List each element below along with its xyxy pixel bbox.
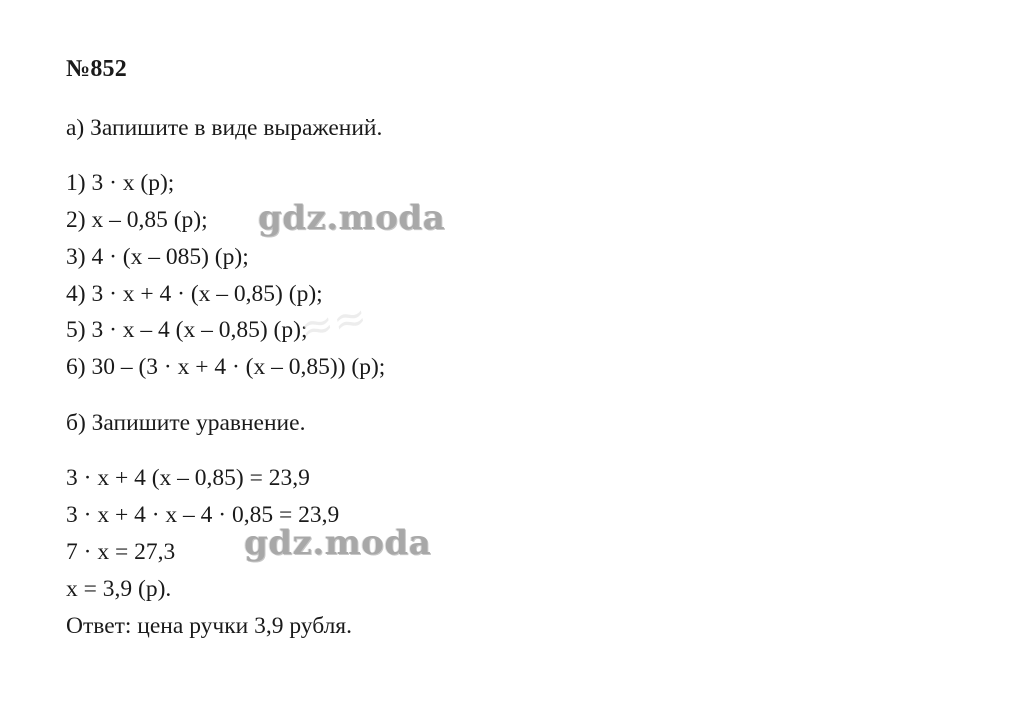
equation-line-1: 3 · x + 4 (x – 0,85) = 23,9 — [66, 465, 310, 491]
watermark-logo-top: gdz.moda — [258, 198, 446, 238]
watermark-faint: ≈≈ — [295, 293, 372, 353]
equation-line-4: x = 3,9 (р). — [66, 576, 172, 602]
part-a-item-6: 6) 30 – (3 · x + 4 · (x – 0,85)) (р); — [66, 354, 386, 380]
part-a-item-4: 4) 3 · x + 4 · (x – 0,85) (р); — [66, 281, 323, 307]
part-b-heading: б) Запишите уравнение. — [66, 410, 306, 436]
part-a-item-5: 5) 3 · x – 4 (x – 0,85) (р); — [66, 317, 308, 343]
equation-line-3: 7 · x = 27,3 — [66, 539, 176, 565]
part-a-item-2: 2) x – 0,85 (р); — [66, 207, 208, 233]
problem-number: №852 — [66, 56, 127, 82]
watermark-logo-bottom: gdz.moda — [244, 523, 432, 563]
equation-line-2: 3 · x + 4 · x – 4 · 0,85 = 23,9 — [66, 502, 340, 528]
answer-line: Ответ: цена ручки 3,9 рубля. — [66, 613, 352, 639]
part-a-heading: а) Запишите в виде выражений. — [66, 115, 383, 141]
part-a-item-1: 1) 3 · x (р); — [66, 170, 175, 196]
part-a-item-3: 3) 4 · (x – 085) (р); — [66, 244, 249, 270]
